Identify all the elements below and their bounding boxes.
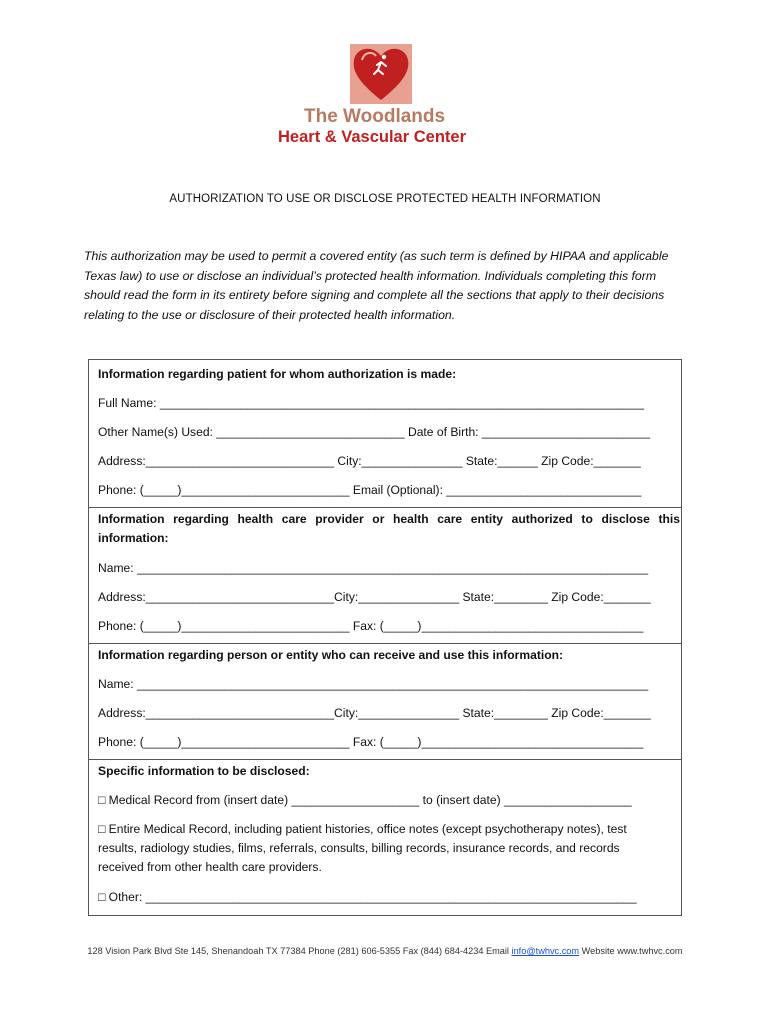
provider-phone-fax-field[interactable]: Phone: (_____)_________________________ Fax: (_____)_________________________________	[98, 619, 644, 633]
footer-contact-line	[0, 946, 770, 956]
document-title: AUTHORIZATION TO USE OR DISCLOSE PROTECTED HEALTH INFORMATION	[169, 193, 601, 205]
other-info-option[interactable]: □ Other: _________________________________________________________________________	[98, 890, 637, 904]
section-divider	[88, 759, 682, 760]
patient-phone-email-field[interactable]: Phone: (_____)_________________________ Email (Optional): _____________________________	[98, 483, 642, 497]
clinic-logo	[270, 40, 510, 152]
section-divider	[88, 507, 682, 508]
recipient-address-field[interactable]: Address:____________________________City:_______________ State:________ Zip Code:_______	[98, 706, 651, 720]
recipient-name-field[interactable]: Name: ____________________________________________________________________________	[98, 677, 649, 691]
recipient-phone-fax-field[interactable]: Phone: (_____)_________________________ Fax: (_____)_________________________________	[98, 735, 644, 749]
footer-website: Website www.twhvc.com	[579, 946, 683, 956]
provider-name-field[interactable]: Name: ____________________________________________________________________________	[98, 561, 649, 575]
provider-address-field[interactable]: Address:____________________________City:_______________ State:________ Zip Code:_______	[98, 590, 651, 604]
patient-full-name-field[interactable]: Full Name: ________________________________________________________________________	[98, 396, 645, 410]
patient-section-header: Information regarding patient for whom authorization is made:	[98, 367, 457, 381]
footer-address-phone-fax: 128 Vision Park Blvd Ste 145, Shenandoah TX 77384 Phone (281) 606-5355 Fax (844) 684-4234 Email	[87, 946, 512, 956]
footer-email-link[interactable]: info@twhvc.com	[511, 946, 580, 956]
heart-logo-icon	[350, 40, 412, 104]
provider-section-header: Information regarding health care provider or health care entity authorized to disclose this information:	[98, 512, 680, 545]
entire-medical-record-option[interactable]: □ Entire Medical Record, including patient histories, office notes (except psychotherapy notes), test results, radiology studies, films, referrals, consults, billing records, insurance records, and records received from other health care providers.	[98, 822, 627, 874]
patient-other-names-dob-field[interactable]: Other Name(s) Used: ____________________________ Date of Birth: _________________________	[98, 425, 651, 439]
section-divider	[88, 643, 682, 644]
medical-record-date-range-option[interactable]: □ Medical Record from (insert date) ___________________ to (insert date) ___________________	[98, 793, 632, 807]
recipient-section-header: Information regarding person or entity who can receive and use this information:	[98, 648, 564, 662]
intro-paragraph: This authorization may be used to permit a covered entity (as such term is defined by HIPAA and applicable Texas law) to use or disclose an individual’s protected health information. Individuals completing this form should read the form in its entirety before signing and complete all the sections that apply to their decisions relating to the use or disclosure of their protected health information.	[84, 249, 669, 322]
logo-name-line1: The Woodlands	[304, 106, 446, 127]
patient-address-field[interactable]: Address:____________________________ City:_______________ State:______ Zip Code:_______	[98, 454, 641, 468]
specific-info-section-header: Specific information to be disclosed:	[98, 764, 310, 778]
logo-name-line2: Heart & Vascular Center	[278, 128, 467, 146]
